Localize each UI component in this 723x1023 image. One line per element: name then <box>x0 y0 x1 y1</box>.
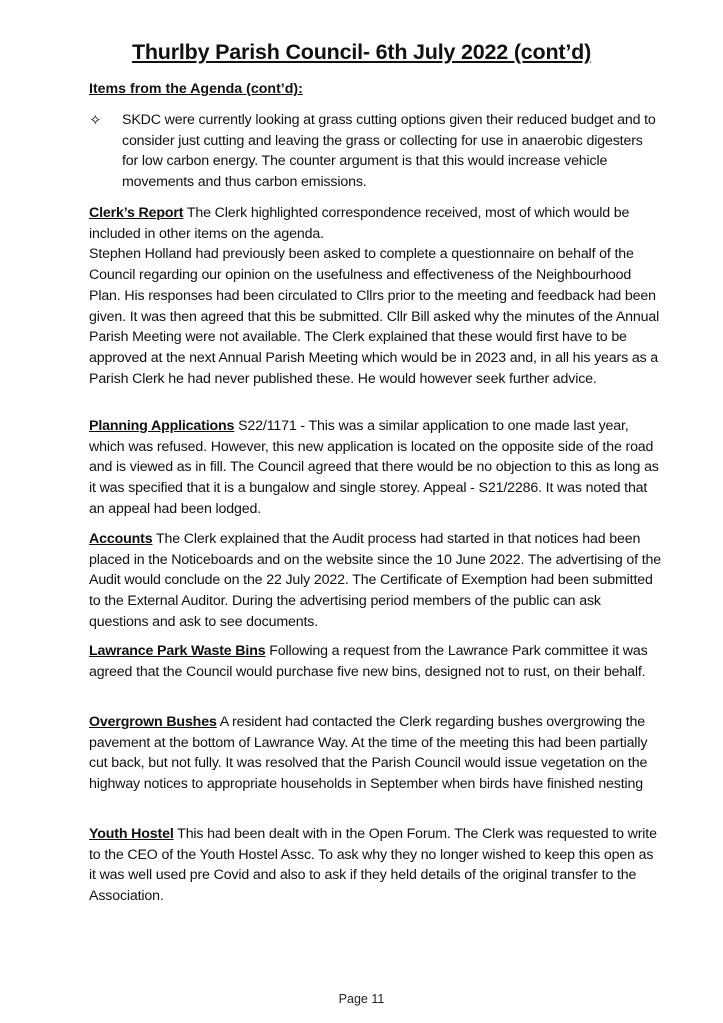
item-text: The Clerk explained that the Audit process had started in that notices had been placed in the Noticeboards and on the website since the 10 June 2022. The advertising of the Audit would conclude on the 22 July 2022. The Certificate of Exemption had been submitted to the External Auditor. During the advertising period members of the public can ask questions and ask to see documents. <box>89 531 661 630</box>
section-heading: Items from the Agenda (cont’d): <box>89 81 303 97</box>
item-text: This had been dealt with in the Open Forum. The Clerk was requested to write to the CEO of the Youth Hostel Assc. To ask why they no longer wished to keep this open as it was well used pre Covid and also to ask if they held details of the original transfer to the Association. <box>89 826 657 905</box>
item-overgrown-bushes <box>89 712 661 795</box>
item-youth-hostel <box>89 824 661 907</box>
item-heading: Planning Applications <box>89 418 235 434</box>
item-text: Following a request from the Lawrance Park committee it was agreed that the Council would purchase five new bins, designed not to rust, on their behalf. <box>89 643 648 680</box>
item-heading: Lawrance Park Waste Bins <box>89 643 266 659</box>
item-text: The Clerk highlighted correspondence received, most of which would be included in other items on the agenda. <box>89 205 630 242</box>
item-text: A resident had contacted the Clerk regarding bushes overgrowing the pavement at the bottom of Lawrance Way. At the time of the meeting this had been partially cut back, but not fully. It was resolved that the Parish Council would issue vegetation on the highway notices to appropriate households in September when birds have finished nesting <box>89 714 648 793</box>
bullet-text: SKDC were currently looking at grass cutting options given their reduced budget and to consider just cutting and leaving the grass or collecting for use in anaerobic digesters for low carbon energy. The counter argument is that this would increase vehicle movements and thus carbon emissions. <box>122 112 656 191</box>
item-heading: Accounts <box>89 531 153 547</box>
item-accounts <box>89 529 661 633</box>
page-number: Page 11 <box>338 992 385 1006</box>
item-planning-applications <box>89 416 661 520</box>
item-clerks-report <box>89 203 661 389</box>
star-bullet-icon: ✧ <box>89 112 102 129</box>
item-heading: Youth Hostel <box>89 826 174 842</box>
page-title: Thurlby Parish Council- 6th July 2022 (cont’d) <box>131 40 592 64</box>
item-lawrance-park-bins <box>89 641 661 682</box>
item-heading: Overgrown Bushes <box>89 714 217 730</box>
item-text: S22/1171 - This was a similar application to one made last year, which was refused. However, this new application is located on the opposite side of the road and is viewed as in fill. The Council agreed that there would be no objection to this as long as it was specified that it is a bungalow and single storey. Appeal - S21/2286. It was noted that an appeal had been lodged. <box>89 418 659 517</box>
item-heading: Clerk’s Report <box>89 205 184 221</box>
item-continuation: Stephen Holland had previously been asked to complete a questionnaire on behalf of the Council regarding our opinion on the usefulness and effectiveness of the Neighbourhood Plan. His responses had been circulated to Cllrs prior to the meeting and feedback had been given. It was then agreed that this be submitted. Cllr Bill asked why the minutes of the Annual Parish Meeting were not available. The Clerk explained that these would first have to be approved at the next Annual Parish Meeting which would be in 2023 and, in all his years as a Parish Clerk he had never published these. He would however seek further advice. <box>89 246 660 387</box>
